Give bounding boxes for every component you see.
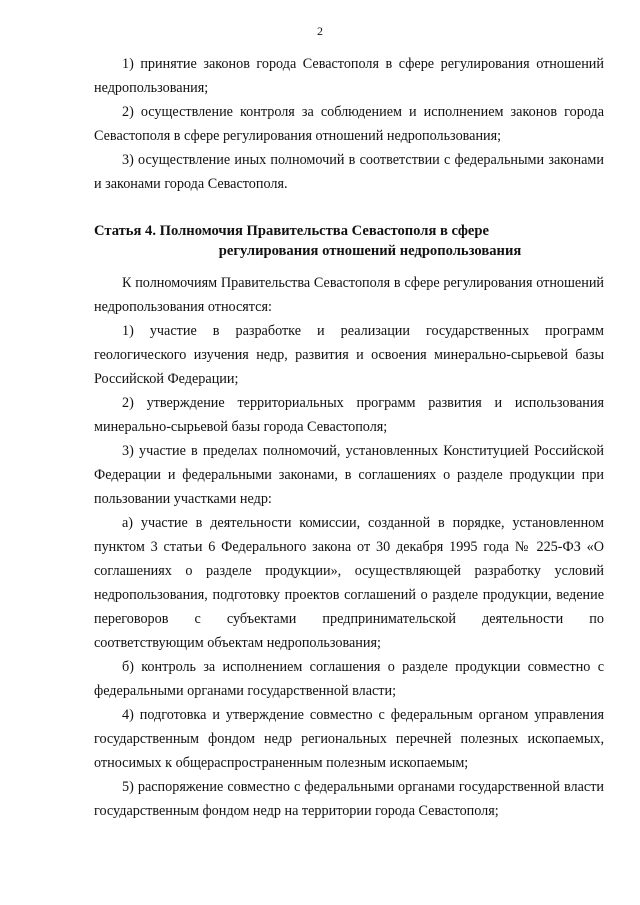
document-body [94, 52, 604, 823]
paragraph: а) участие в деятельности комиссии, созданной в порядке, установленном пунктом 3 статьи 6 Федерального закона от 30 декабря 1995 года № 225-ФЗ «О соглашениях о разделе продукции», осуществляющей разработку условий недропользования, подготовку проектов соглашений о разделе продукции, ведение переговоров с субъектами предпринимательской деятельности по соответствующим объектам недропользования; [94, 515, 604, 651]
paragraph: 1) принятие законов города Севастополя в сфере регулирования отношений недропользования; [94, 56, 604, 96]
paragraph: б) контроль за исполнением соглашения о разделе продукции совместно с федеральными органами государственной власти; [94, 659, 604, 699]
page-number: 2 [317, 24, 323, 38]
article-heading-line: Статья 4. Полномочия Правительства Севастополя в сфере [94, 223, 489, 239]
paragraph: 3) осуществление иных полномочий в соответствии с федеральными законами и законами города Севастополя. [94, 152, 604, 192]
paragraph: 4) подготовка и утверждение совместно с федеральным органом управления государственным фондом недр региональных перечней полезных ископаемых, относимых к общераспространенным полезным ископаемым; [94, 707, 604, 771]
article-heading-line: регулирования отношений недропользования [218, 243, 522, 259]
paragraph: 1) участие в разработке и реализации государственных программ геологического изучения недр, развития и освоения минерально-сырьевой базы Российской Федерации; [94, 323, 604, 387]
paragraph: К полномочиям Правительства Севастополя в сфере регулирования отношений недропользования относятся: [94, 275, 604, 315]
paragraph: 2) утверждение территориальных программ развития и использования минерально-сырьевой базы города Севастополя; [94, 395, 604, 435]
article-heading [94, 221, 604, 261]
paragraph: 5) распоряжение совместно с федеральными органами государственной власти государственным фондом недр на территории города Севастополя; [94, 779, 604, 819]
paragraph: 3) участие в пределах полномочий, установленных Конституцией Российской Федерации и федеральными законами, в соглашениях о разделе продукции при пользовании участками недр: [94, 443, 604, 507]
paragraph: 2) осуществление контроля за соблюдением и исполнением законов города Севастополя в сфере регулирования отношений недропользования; [94, 104, 604, 144]
